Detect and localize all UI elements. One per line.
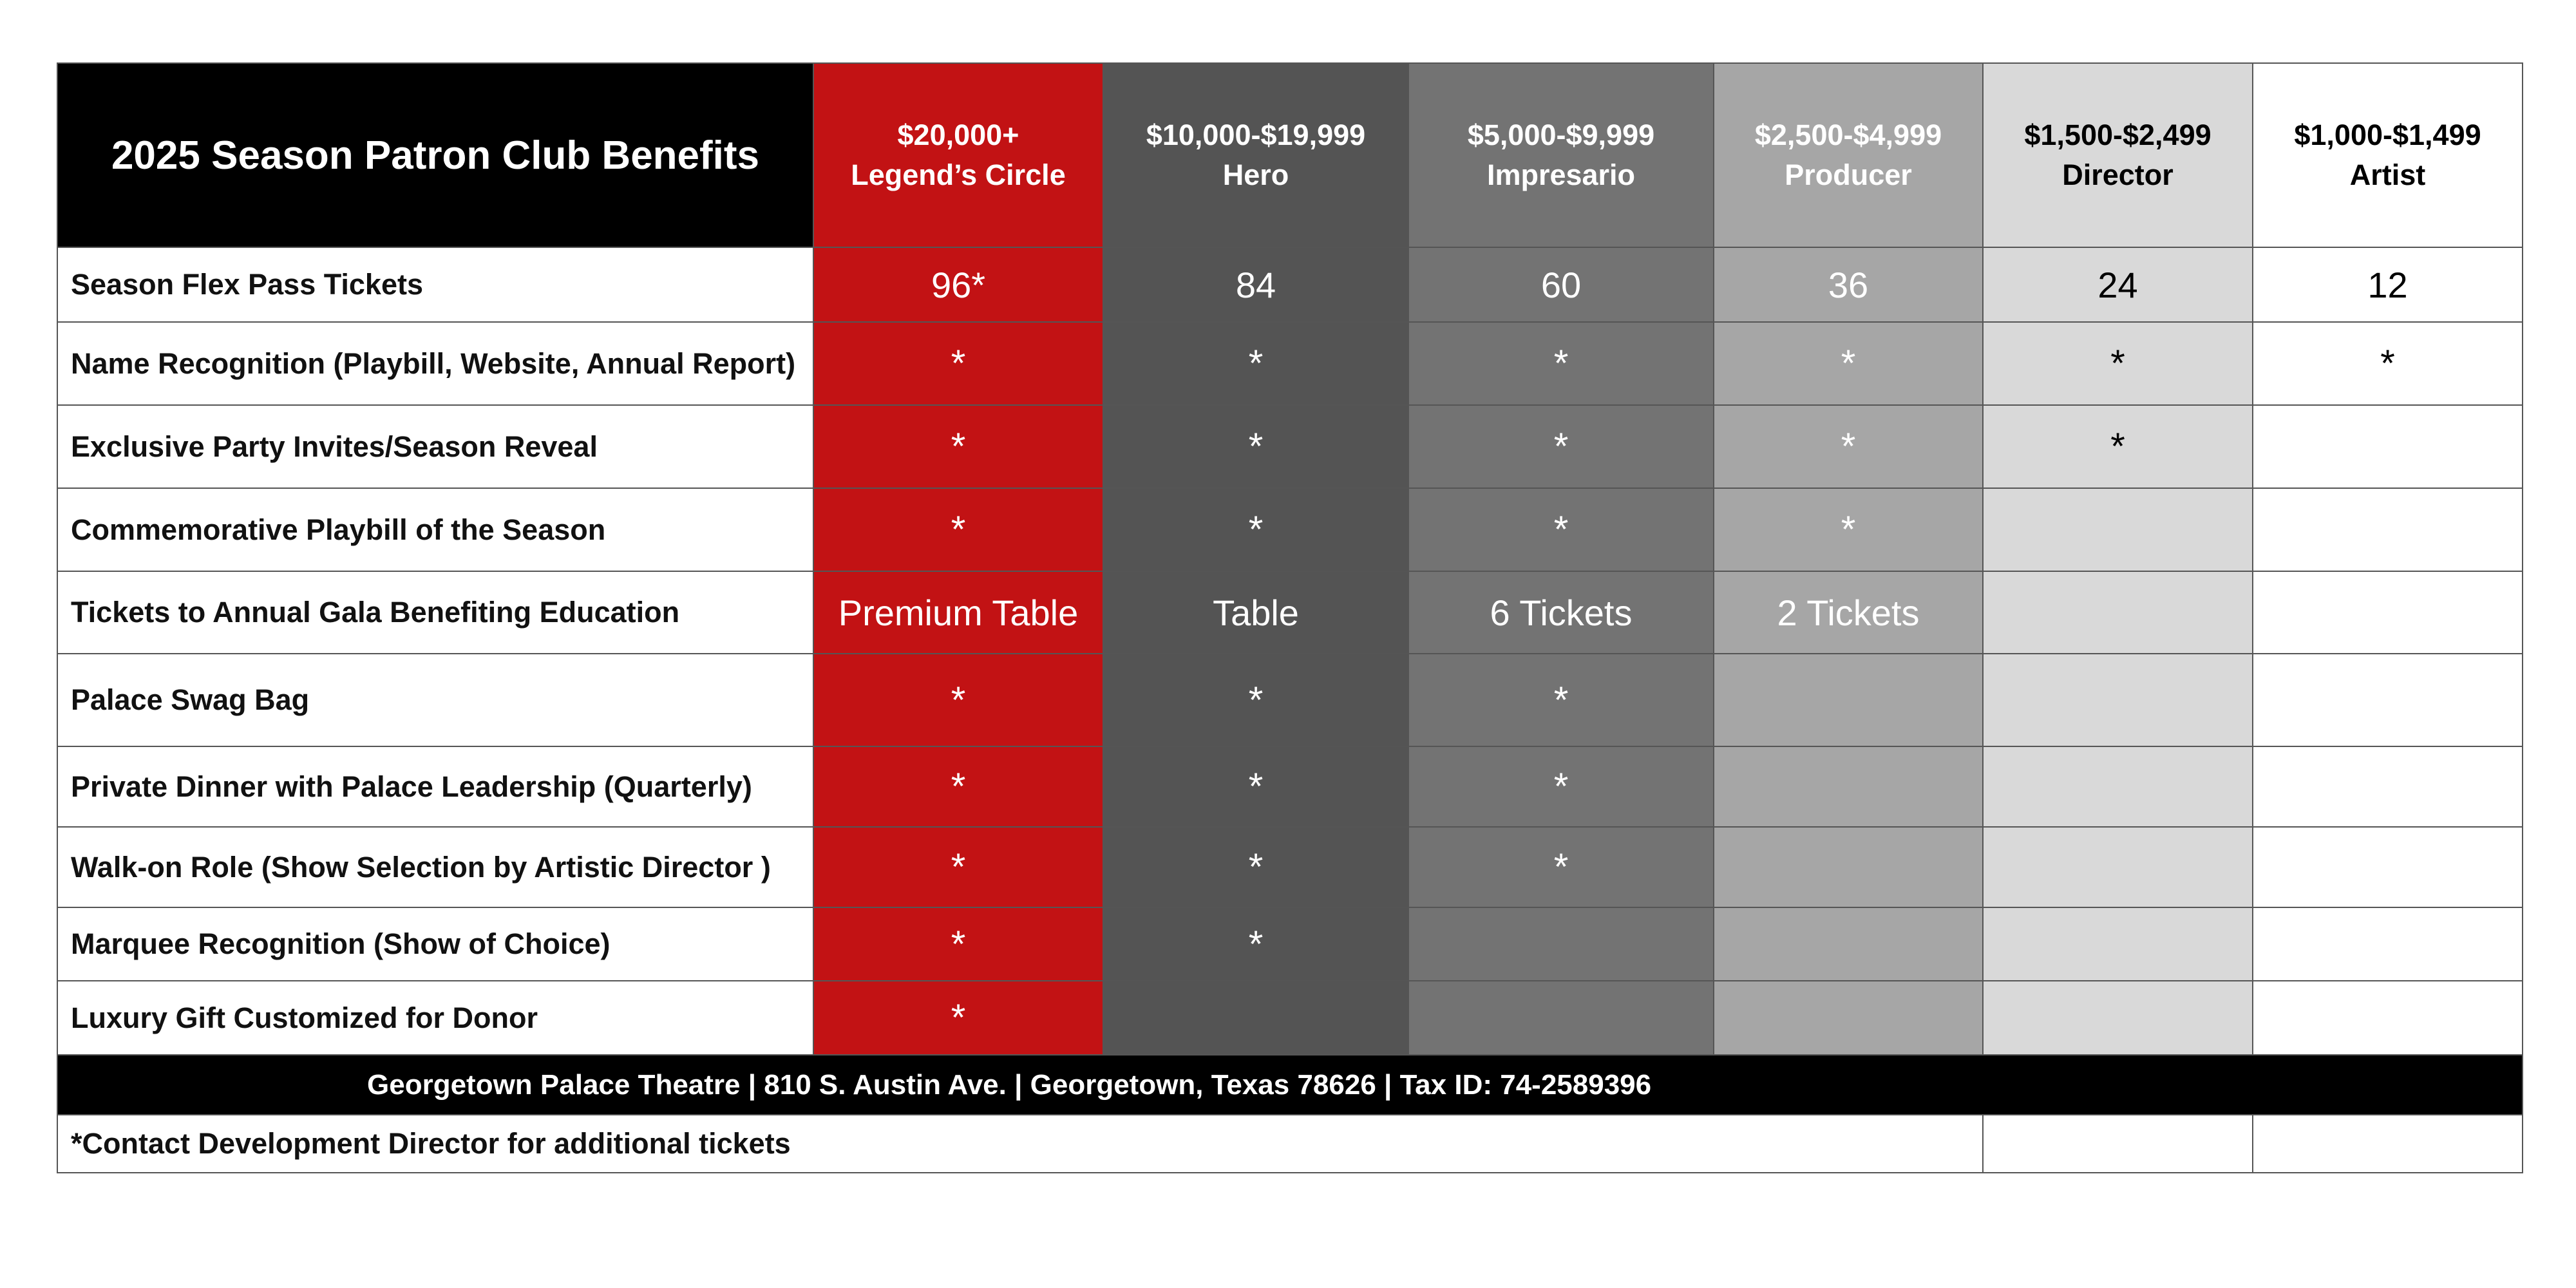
tier-amount: $10,000-$19,999 (1146, 118, 1366, 151)
benefit-value: * (1983, 405, 2253, 488)
empty-benefit-cell (1983, 654, 2253, 746)
benefit-label: Tickets to Annual Gala Benefiting Education (57, 571, 813, 654)
benefit-row (57, 571, 2523, 654)
tier-amount: $1,500-$2,499 (2024, 118, 2211, 151)
benefit-value: * (813, 981, 1103, 1055)
empty-benefit-cell (1714, 981, 1983, 1055)
additional-tickets-note: *Contact Development Director for additional tickets (57, 1115, 1983, 1173)
tier-header-hero (1103, 63, 1408, 247)
benefit-row (57, 247, 2523, 322)
empty-benefit-cell (2253, 827, 2523, 907)
tier-name: Legend’s Circle (851, 158, 1066, 191)
tier-name: Hero (1222, 158, 1289, 191)
benefit-value: Premium Table (813, 571, 1103, 654)
benefit-value: 2 Tickets (1714, 571, 1983, 654)
benefit-label: Name Recognition (Playbill, Website, Annual Report) (57, 322, 813, 405)
benefit-row (57, 654, 2523, 746)
tier-amount: $5,000-$9,999 (1467, 118, 1655, 151)
benefit-value: * (1408, 405, 1714, 488)
benefit-value: * (1408, 322, 1714, 405)
tier-header-director (1983, 63, 2253, 247)
benefit-row (57, 907, 2523, 981)
benefit-value: 84 (1103, 247, 1408, 322)
empty-benefit-cell (1408, 907, 1714, 981)
empty-cell (2253, 1115, 2523, 1173)
tier-name: Producer (1785, 158, 1912, 191)
benefit-value: Table (1103, 571, 1408, 654)
benefit-value: * (1408, 488, 1714, 571)
benefit-value: * (1408, 654, 1714, 746)
empty-benefit-cell (2253, 907, 2523, 981)
benefit-value: * (813, 488, 1103, 571)
patron-benefits-table (57, 62, 2523, 1173)
tier-amount: $1,000-$1,499 (2294, 118, 2481, 151)
empty-benefit-cell (1983, 981, 2253, 1055)
empty-benefit-cell (1714, 654, 1983, 746)
benefit-row (57, 746, 2523, 827)
tier-amount: $2,500-$4,999 (1754, 118, 1942, 151)
benefit-label: Walk-on Role (Show Selection by Artistic Director ) (57, 827, 813, 907)
empty-benefit-cell (1983, 488, 2253, 571)
theatre-address-footer: Georgetown Palace Theatre | 810 S. Austin Ave. | Georgetown, Texas 78626 | Tax ID: 74-2589396 (57, 1055, 2523, 1115)
benefit-value: * (1408, 827, 1714, 907)
benefit-row (57, 488, 2523, 571)
benefit-row (57, 827, 2523, 907)
tier-name: Director (2062, 158, 2174, 191)
benefit-value: * (813, 405, 1103, 488)
footer-row (57, 1055, 2523, 1115)
header-row (57, 63, 2523, 247)
benefit-value: * (813, 746, 1103, 827)
tier-amount: $20,000+ (897, 118, 1019, 151)
benefit-value: * (2253, 322, 2523, 405)
benefit-label: Commemorative Playbill of the Season (57, 488, 813, 571)
benefit-label: Exclusive Party Invites/Season Reveal (57, 405, 813, 488)
benefits-table-wrapper (57, 62, 2522, 1173)
benefit-value: 60 (1408, 247, 1714, 322)
benefit-value: * (1714, 405, 1983, 488)
benefit-value: * (1714, 322, 1983, 405)
benefit-label: Private Dinner with Palace Leadership (Quarterly) (57, 746, 813, 827)
empty-benefit-cell (2253, 571, 2523, 654)
benefit-value: * (1103, 746, 1408, 827)
empty-cell (1983, 1115, 2253, 1173)
tier-header-artist (2253, 63, 2523, 247)
benefit-value: * (813, 322, 1103, 405)
benefit-value: 36 (1714, 247, 1983, 322)
benefit-value: * (1714, 488, 1983, 571)
benefit-value: * (813, 907, 1103, 981)
empty-benefit-cell (1983, 746, 2253, 827)
benefit-value: * (1103, 654, 1408, 746)
empty-benefit-cell (2253, 654, 2523, 746)
benefit-value: * (813, 827, 1103, 907)
empty-benefit-cell (1983, 907, 2253, 981)
empty-benefit-cell (1714, 907, 1983, 981)
benefit-value: 12 (2253, 247, 2523, 322)
benefit-row (57, 405, 2523, 488)
empty-benefit-cell (1103, 981, 1408, 1055)
empty-benefit-cell (1983, 571, 2253, 654)
benefit-label: Palace Swag Bag (57, 654, 813, 746)
empty-benefit-cell (1714, 746, 1983, 827)
tier-header-legends-circle (813, 63, 1103, 247)
tier-header-producer (1714, 63, 1983, 247)
benefit-label: Season Flex Pass Tickets (57, 247, 813, 322)
tier-name: Artist (2349, 158, 2426, 191)
benefit-row (57, 322, 2523, 405)
benefit-label: Luxury Gift Customized for Donor (57, 981, 813, 1055)
benefit-value: 24 (1983, 247, 2253, 322)
note-row (57, 1115, 2523, 1173)
benefit-value: * (1103, 405, 1408, 488)
benefit-value: * (1103, 322, 1408, 405)
tier-header-impresario (1408, 63, 1714, 247)
empty-benefit-cell (1408, 981, 1714, 1055)
table-title: 2025 Season Patron Club Benefits (57, 63, 813, 247)
benefit-value: * (1983, 322, 2253, 405)
benefit-value: * (1103, 907, 1408, 981)
benefit-value: * (1103, 488, 1408, 571)
empty-benefit-cell (1983, 827, 2253, 907)
empty-benefit-cell (2253, 405, 2523, 488)
benefit-value: 96* (813, 247, 1103, 322)
empty-benefit-cell (2253, 488, 2523, 571)
tier-name: Impresario (1486, 158, 1636, 191)
empty-benefit-cell (2253, 746, 2523, 827)
empty-benefit-cell (2253, 981, 2523, 1055)
benefit-value: * (1408, 746, 1714, 827)
benefit-value: * (1103, 827, 1408, 907)
benefit-value: 6 Tickets (1408, 571, 1714, 654)
empty-benefit-cell (1714, 827, 1983, 907)
benefit-label: Marquee Recognition (Show of Choice) (57, 907, 813, 981)
benefit-value: * (813, 654, 1103, 746)
benefit-row (57, 981, 2523, 1055)
